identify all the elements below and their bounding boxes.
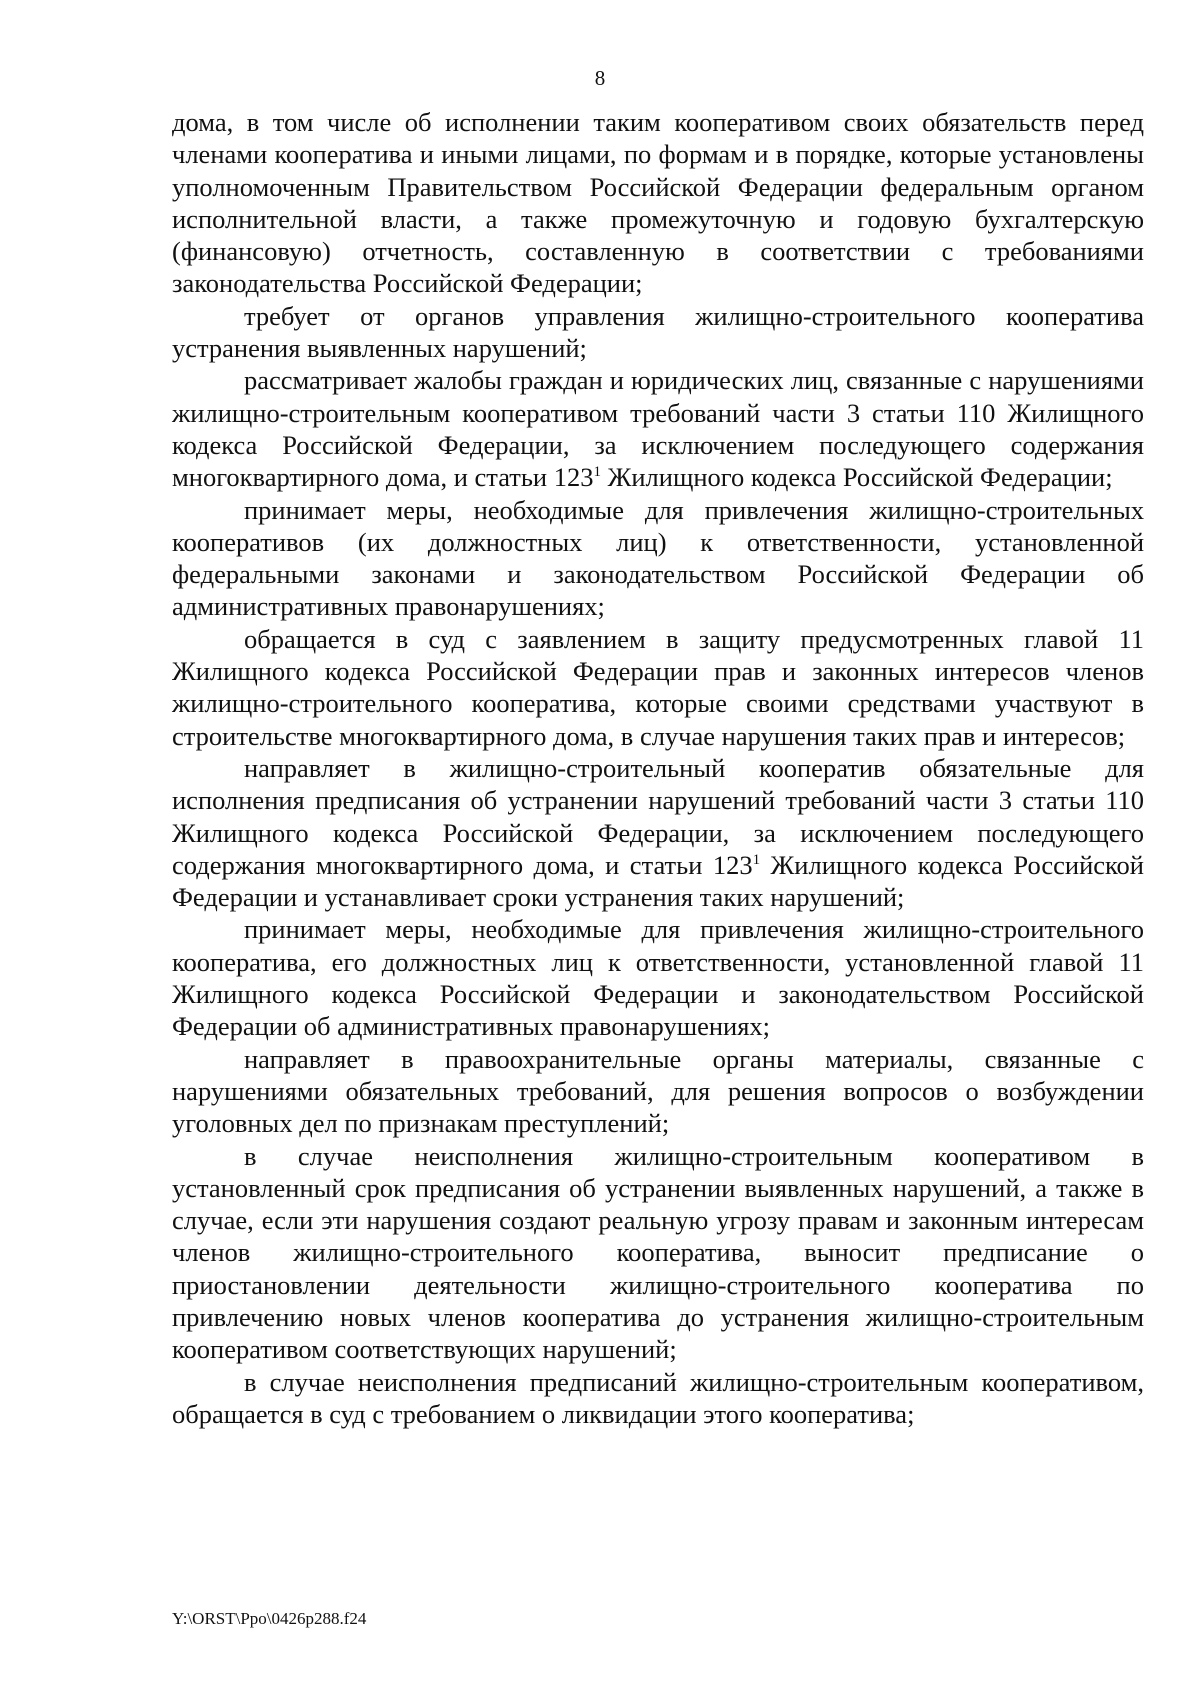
paragraph-text: требует от органов управления жилищно-строительного кооператива устранения выявленных нарушений; — [172, 300, 1144, 364]
superscript-number: 1 — [593, 464, 601, 481]
page-number: 8 — [594, 66, 606, 90]
paragraph-text: принимает меры, необходимые для привлечения жилищно-строительного кооператива, его должностных лиц к ответственности, установленной главой 11 Жилищного кодекса Российской Федерации и законодательством Российской Федерации об административных правонарушениях; — [172, 914, 1144, 1042]
body-paragraph — [172, 1366, 1144, 1431]
body-paragraph — [172, 1140, 1144, 1366]
paragraph-text: в случае неисполнения предписаний жилищно-строительным кооперативом, обращается в суд с требованием о ликвидации этого кооператива; — [172, 1366, 1144, 1429]
file-path-footer: Y:\ORST\Ppo\0426p288.f24 — [172, 1609, 367, 1628]
body-paragraph — [172, 494, 1144, 623]
body-paragraph — [172, 623, 1144, 752]
body-paragraph — [172, 300, 1144, 365]
paragraph-text: рассматривает жалобы граждан и юридических лиц, связанные с нарушениями жилищно-строительным кооперативом требований части 3 статьи 110 Жилищного кодекса Российской Федерации, за исключением последующего содержания многоквартирного дома, и статьи 123 — [172, 365, 1144, 493]
paragraph-text: направляет в жилищно-строительный кооператив обязательные для исполнения предписания об устранении нарушений требований части 3 статьи 110 Жилищного кодекса Российской Федерации, за исключением последующего содержания многоквартирного дома, и статьи 123 — [172, 752, 1144, 880]
document-body — [172, 106, 1144, 1430]
body-paragraph — [172, 1043, 1144, 1140]
body-paragraph — [172, 106, 1144, 300]
paragraph-text: обращается в суд с заявлением в защиту предусмотренных главой 11 Жилищного кодекса Российской Федерации прав и законных интересов членов жилищно-строительного кооператива, которые своими средствами участвуют в строительстве многоквартирного дома, в случае нарушения таких прав и интересов; — [172, 623, 1144, 751]
paragraph-text: принимает меры, необходимые для привлечения жилищно-строительных кооперативов (их должностных лиц) к ответственности, установленной федеральными законами и законодательством Российской Федерации об административных правонарушениях; — [172, 494, 1144, 622]
paragraph-text: в случае неисполнения жилищно-строительным кооперативом в установленный срок предписания об устранении выявленных нарушений, а также в случае, если эти нарушения создают реальную угрозу правам и законным интересам членов жилищно-строительного кооператива, выносит предписание о приостановлении деятельности жилищно-строительного кооператива по привлечению новых членов кооператива до устранения жилищно-строительным кооперативом соответствующих нарушений; — [172, 1140, 1144, 1365]
paragraph-text: Жилищного кодекса Российской Федерации; — [601, 462, 1113, 493]
body-paragraph — [172, 913, 1144, 1042]
paragraph-text: дома, в том числе об исполнении таким кооперативом своих обязательств перед членами кооператива и иными лицами, по формам и в порядке, которые установлены уполномоченным Правительством Российской Федерации федеральным органом исполнительной власти, а также промежуточную и годовую бухгалтерскую (финансовую) отчетность, составленную в соответствии с требованиями законодательства Российской Федерации; — [172, 107, 1144, 299]
paragraph-text: направляет в правоохранительные органы материалы, связанные с нарушениями обязательных требований, для решения вопросов о возбуждении уголовных дел по признакам преступлений; — [172, 1043, 1144, 1139]
superscript-number: 1 — [752, 852, 761, 868]
body-paragraph — [172, 364, 1144, 493]
paragraph-text: Жилищного кодекса Российской Федерации и устанавливает сроки устранения таких нарушений; — [172, 849, 1144, 913]
body-paragraph — [172, 752, 1144, 913]
